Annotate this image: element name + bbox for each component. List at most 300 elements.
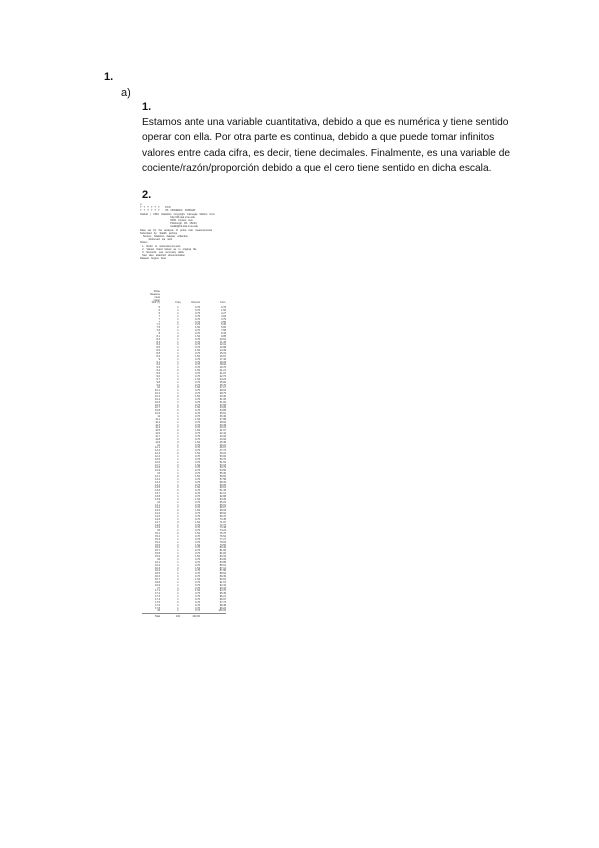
table-cell: 16.6	[155, 575, 160, 579]
table-cell: 0.76	[221, 306, 226, 310]
embedded-line: See also attached documentation	[140, 254, 185, 258]
table-cell: 0.76	[195, 477, 200, 481]
table-cell: 99.24	[219, 606, 226, 610]
table-cell: 0.76	[195, 503, 200, 507]
table-cell: 2	[177, 349, 179, 353]
table-cell: 1	[177, 492, 179, 496]
table-cell: 0.76	[195, 317, 200, 321]
table-cell: 0.76	[195, 603, 200, 607]
table-cell: 56.82	[219, 475, 226, 478]
table-cell: 9.85	[221, 334, 226, 338]
embedded-line: 2. Values listed below as in original file	[140, 247, 197, 251]
table-cell: 1	[177, 383, 179, 387]
table-cell: 69.70	[219, 515, 226, 519]
table-cell: 53.03	[219, 463, 226, 467]
table-cell: 0.76	[195, 517, 200, 521]
table-cell: 77.27	[219, 537, 226, 541]
table-cell: 47.73	[219, 449, 226, 453]
table-cell: 0.76	[195, 323, 200, 327]
table-cell: 1	[177, 403, 179, 407]
table-cell: 0.76	[195, 314, 200, 318]
table-cell: 8.9	[156, 354, 160, 358]
embedded-line: Dataset begins here	[140, 257, 167, 261]
table-cell: 10.6	[155, 403, 160, 407]
table-cell: 15.4	[155, 540, 160, 544]
table-cell: 1.52	[195, 486, 200, 490]
table-cell: 132	[172, 614, 184, 619]
table-cell: 0.76	[195, 434, 200, 438]
table-cell: 1.52	[195, 497, 200, 501]
table-cell: 12.9	[155, 469, 160, 473]
table-cell: 34.85	[219, 409, 226, 413]
table-cell: 0.76	[195, 549, 200, 553]
table-cell: 0.76	[195, 403, 200, 407]
table-cell: 19.70	[219, 366, 226, 370]
table-cell: 1	[177, 586, 179, 590]
table-cell: 17.3	[155, 595, 160, 599]
table-cell: 2	[177, 377, 179, 381]
table-cell: 13.1	[155, 475, 160, 478]
table-cell: 0.76	[195, 392, 200, 396]
embedded-line: statlib@lib.stat.cmu.edu	[140, 225, 198, 229]
table-cell: 25.76	[219, 383, 226, 387]
table-cell: 1.52	[195, 463, 200, 467]
table-cell: 0.76	[195, 383, 200, 387]
table-cell: 24.24	[219, 377, 226, 381]
table-cell: 1	[177, 343, 179, 347]
table-cell: 2	[177, 326, 179, 330]
table-cell: 1	[177, 397, 179, 401]
table-cell: 8.6	[156, 349, 160, 353]
table-cell: 1	[177, 392, 179, 396]
table-cell: 5.30	[221, 323, 226, 327]
table-cell: 15.7	[155, 549, 160, 553]
table-cell	[206, 614, 226, 619]
table-cell: 0.76	[195, 563, 200, 567]
table-cell: 1	[177, 337, 179, 341]
embedded-line: 3. Records: see summary table	[140, 251, 184, 255]
table-cell: 2	[177, 394, 179, 398]
table-cell: 11.8	[155, 437, 160, 441]
table-cell: 1	[177, 414, 179, 418]
table-cell: 0.76	[195, 343, 200, 347]
table-cell: 0.76	[195, 320, 200, 324]
table-cell: 1.52	[195, 566, 200, 570]
table-cell: 1	[177, 469, 179, 473]
table-cell: 1	[177, 432, 179, 436]
table-cell: 40.15	[219, 426, 226, 430]
table-cell: 2.27	[221, 312, 226, 316]
table-cell: 55.30	[219, 472, 226, 476]
table-cell: 1.52	[195, 394, 200, 398]
table-cell: 2	[177, 520, 179, 524]
frequency-table	[142, 291, 226, 619]
table-cell: 2	[177, 475, 179, 478]
table-cell: 96.21	[219, 595, 226, 599]
table-cell: 0.76	[195, 380, 200, 384]
table-cell: 15.8	[155, 552, 160, 556]
table-cell: 1	[177, 523, 179, 527]
table-cell: 0.76	[195, 414, 200, 418]
table-cell: 2	[177, 532, 179, 536]
table-cell: 1	[177, 357, 179, 361]
embedded-line: http://lib.stat.cmu.edu	[140, 215, 195, 219]
table-cell: 0.76	[195, 560, 200, 564]
table-cell: 1	[177, 540, 179, 544]
table-cell: 2	[177, 543, 179, 547]
table-cell: 64.39	[219, 497, 226, 501]
table-cell: 41.67	[219, 429, 226, 433]
table-cell: 62.12	[219, 492, 226, 496]
table-cell: 7	[158, 314, 160, 318]
table-cell: 0.76	[195, 332, 200, 336]
table-cell: 1	[177, 580, 179, 584]
table-cell: 1	[177, 374, 179, 378]
table-cell: 8.33	[221, 332, 226, 336]
table-cell: 1.52	[195, 532, 200, 536]
table-cell: 15.6	[155, 546, 160, 550]
table-cell: 16.8	[155, 580, 160, 584]
table-cell: 54.55	[219, 469, 226, 473]
table-cell: 1	[177, 332, 179, 336]
table-cell: 18.94	[219, 363, 226, 367]
table-cell: 2	[177, 566, 179, 570]
table-cell: 1	[177, 609, 179, 613]
table-cell: 0.76	[195, 480, 200, 484]
table-cell: 84.09	[219, 557, 226, 561]
table-cell: 0.76	[195, 400, 200, 404]
table-cell: 16.4	[155, 569, 160, 573]
table-cell: 16.3	[155, 566, 160, 570]
table-cell: 1.52	[221, 309, 226, 313]
table-cell: 8.8	[156, 352, 160, 356]
table-cell: 0.76	[195, 346, 200, 350]
table-cell: 0.76	[195, 546, 200, 550]
heading-a: a)	[121, 87, 131, 99]
table-cell: 7.5	[156, 326, 160, 330]
table-cell: 10.8	[155, 409, 160, 413]
table-cell: 8.4	[156, 343, 160, 347]
table-cell: 0.76	[195, 529, 200, 533]
table-cell: 0.76	[195, 535, 200, 539]
table-cell: 1.52	[195, 349, 200, 353]
table-cell: 60.61	[219, 486, 226, 490]
table-cell: 11.3	[155, 423, 160, 427]
table-cell: 1	[177, 320, 179, 324]
table-cell: 89.39	[219, 575, 226, 579]
table-cell: 12.1	[155, 446, 160, 450]
table-cell: 1.52	[195, 417, 200, 421]
table-cell: 2	[177, 429, 179, 433]
table-cell: 78.03	[219, 540, 226, 544]
table-cell: 2	[177, 452, 179, 456]
table-cell: 1	[177, 495, 179, 499]
table-cell: 22.73	[219, 374, 226, 378]
table-cell: 16.1	[155, 560, 160, 564]
embedded-header-text	[140, 203, 275, 261]
table-cell: 15.9	[155, 555, 160, 559]
table-cell: 1	[177, 557, 179, 561]
table-cell: 81.82	[219, 552, 226, 556]
table-cell: 13.2	[155, 477, 160, 481]
table-cell: 1	[177, 306, 179, 310]
table-cell: 42.42	[219, 432, 226, 436]
table-cell: 12.7	[155, 463, 160, 467]
table-cell: 1	[177, 363, 179, 367]
table-cell: 1	[177, 480, 179, 484]
table-cell: 43.94	[219, 437, 226, 441]
table-cell: 0.76	[195, 397, 200, 401]
table-cell: 80.30	[219, 546, 226, 550]
table-cell: 28.79	[219, 392, 226, 396]
table-cell: 3.03	[221, 314, 226, 318]
table-cell: 53.79	[219, 466, 226, 470]
table-cell: 30.30	[219, 394, 226, 398]
table-cell: 83.33	[219, 555, 226, 559]
table-cell: 12.3	[155, 452, 160, 456]
table-cell: 98.48	[219, 603, 226, 607]
table-cell: 75.76	[219, 532, 226, 536]
table-cell: 0.76	[195, 466, 200, 470]
table-cell: 15.5	[155, 543, 160, 547]
table-cell: 35.61	[219, 412, 226, 416]
table-cell: 0.76	[195, 446, 200, 450]
table-cell: 68.18	[219, 509, 226, 513]
table-cell: 2	[177, 509, 179, 513]
table-cell: 1	[177, 600, 179, 604]
table-cell: 17.2	[155, 592, 160, 596]
table-cell: 1	[177, 434, 179, 438]
table-cell: 9.2	[156, 363, 160, 367]
table-cell: 0.76	[195, 526, 200, 530]
table-cell: 1	[177, 360, 179, 364]
table-cell: 0.76	[195, 443, 200, 447]
table-cell: 1	[177, 535, 179, 539]
table-cell: 1	[177, 389, 179, 393]
table-cell: 0.76	[195, 329, 200, 333]
table-cell: 16.5	[155, 572, 160, 576]
table-cell: 11.2	[155, 420, 160, 424]
table-cell: 6	[158, 312, 160, 316]
table-cell: 1.52	[195, 406, 200, 410]
table-cell: 18.18	[219, 360, 226, 364]
table-cell: 18	[157, 609, 160, 613]
table-cell: 50.76	[219, 457, 226, 461]
table-cell: 1	[177, 366, 179, 370]
table-cell: 2	[177, 354, 179, 358]
table-cell: 1	[177, 603, 179, 607]
table-cell: 0.76	[195, 552, 200, 556]
table-cell: 17.42	[219, 357, 226, 361]
table-cell: 1	[177, 597, 179, 601]
table-cell: 1	[177, 472, 179, 476]
embedded-line: p	[140, 203, 142, 206]
table-cell: 1	[177, 400, 179, 404]
table-cell: 7.1	[156, 323, 160, 327]
table-cell: 10.3	[155, 394, 160, 398]
table-cell: 1.52	[195, 354, 200, 358]
table-cell: 46.97	[219, 446, 226, 450]
table-cell: 73.48	[219, 526, 226, 530]
table-cell: 10.61	[219, 337, 226, 341]
table-cell: 14.8	[155, 523, 160, 527]
table-cell: 9.5	[156, 372, 160, 376]
table-cell: 15.15	[219, 352, 226, 356]
table-cell: 1	[177, 506, 179, 510]
table-cell: 1	[177, 426, 179, 430]
table-cell: 1.52	[195, 577, 200, 581]
heading-2-sub: 2.	[142, 189, 152, 201]
table-cell: 79.55	[219, 543, 226, 547]
table-cell: 0.76	[195, 374, 200, 378]
table-cell: 12.88	[219, 346, 226, 350]
table-cell: 10.5	[155, 400, 160, 404]
table-cell: 0.76	[195, 432, 200, 436]
table-cell: 13.5	[155, 486, 160, 490]
table-cell: 93.18	[219, 586, 226, 590]
table-cell: 2	[177, 589, 179, 593]
table-cell: 0.76	[195, 426, 200, 430]
table-cell: 14.9	[155, 526, 160, 530]
table-cell: 9.3	[156, 366, 160, 370]
table-cell: 46.21	[219, 443, 226, 447]
table-cell: 0.76	[195, 557, 200, 561]
table-cell: 0.76	[195, 423, 200, 427]
table-cell: 10.2	[155, 392, 160, 396]
table-cell: 92.42	[219, 583, 226, 587]
table-cell: 1	[177, 309, 179, 313]
table-cell: 37.88	[219, 417, 226, 421]
table-cell: 31.82	[219, 400, 226, 404]
table-cell: 45.45	[219, 440, 226, 444]
table-cell: 27.27	[219, 386, 226, 390]
table-cell: 10.7	[155, 406, 160, 410]
table-cell: 1	[177, 483, 179, 487]
table-cell: 0.76	[195, 389, 200, 393]
table-cell: 9.1	[156, 360, 160, 364]
table-cell: 12.5	[155, 457, 160, 461]
table-cell: Pulse Measure ment upper limit (?)	[150, 290, 160, 305]
table-cell: 8.1	[156, 334, 160, 338]
table-cell: 0.76	[195, 583, 200, 587]
table-cell: 14.4	[155, 512, 160, 516]
table-cell: 0.76	[195, 597, 200, 601]
table-cell: 2	[177, 440, 179, 444]
table-cell: 0.76	[195, 592, 200, 596]
table-cell: 10.9	[155, 412, 160, 416]
table-cell: 15.1	[155, 532, 160, 536]
table-cell: 12.6	[155, 460, 160, 464]
table-cell: 13	[157, 472, 160, 476]
answer-paragraph: Estamos ante una variable cuantitativa, debido a que es numérica y tiene sentido operar con ella. Por otra parte es continua, debido a que puede tomar infinitos valores entre cada cifra, es decir, tiene decimales. Finalmente, es una variable de cociente/razón/proporción debido a que el cero tiene sentido en dicha escala.	[142, 117, 511, 174]
table-cell: 12.12	[219, 343, 226, 347]
table-cell: 13.8	[155, 495, 160, 499]
table-cell: 0.76	[195, 489, 200, 493]
table-cell: 2	[177, 497, 179, 501]
table-cell: 0.76	[195, 340, 200, 344]
table-cell: 12.2	[155, 449, 160, 453]
table-cell: 0.76	[195, 454, 200, 458]
table-cell: 13.3	[155, 480, 160, 484]
table-cell: 100.00	[218, 609, 226, 613]
table-cell: 9	[158, 357, 160, 361]
table-cell: 17.6	[155, 603, 160, 607]
table-cell: 8.2	[156, 337, 160, 341]
table-cell: 62.88	[219, 495, 226, 499]
table-cell: 0.76	[195, 437, 200, 441]
table-cell: 0.76	[195, 575, 200, 579]
table-cell: 16.9	[155, 583, 160, 587]
table-cell: 1	[177, 346, 179, 350]
table-cell: 1.52	[195, 377, 200, 381]
table-cell: 25.00	[219, 380, 226, 384]
table-cell: 1	[177, 437, 179, 441]
table-cell: 15	[157, 529, 160, 533]
table-cell: 0.76	[195, 352, 200, 356]
table-cell: 1	[177, 312, 179, 316]
table-cell: 8.5	[156, 346, 160, 350]
table-cell: 7.8	[156, 329, 160, 333]
table-cell: 7	[158, 320, 160, 324]
table-cell: 1	[177, 569, 179, 573]
table-cell: 87.12	[219, 566, 226, 570]
table-cell: 0.76	[195, 372, 200, 376]
table-cell: 32.58	[219, 403, 226, 407]
table-cell: 1.52	[195, 369, 200, 373]
table-cell: 66.67	[219, 506, 226, 510]
table-cell: 91.67	[219, 580, 226, 584]
embedded-line: Pittsburgh PA 15213	[140, 222, 197, 226]
table-cell: 0.76	[195, 492, 200, 496]
table-cell: 8.3	[156, 340, 160, 344]
table-cell: 1	[177, 314, 179, 318]
table-cell: 2	[177, 555, 179, 559]
table-cell: 1	[177, 449, 179, 453]
table-cell: 1	[177, 583, 179, 587]
table-cell: 85.61	[219, 563, 226, 567]
table-cell: 1.52	[195, 334, 200, 338]
table-cell: 0.76	[195, 600, 200, 604]
table-cell: 1	[177, 454, 179, 458]
table-cell: 1	[177, 457, 179, 461]
table-total-row	[142, 614, 226, 619]
table-cell: 1	[177, 466, 179, 470]
table-cell: 1	[177, 606, 179, 610]
table-cell: 1.52	[195, 555, 200, 559]
table-cell: 50.00	[219, 454, 226, 458]
table-cell: 65.15	[219, 500, 226, 504]
table-cell: 21.97	[219, 372, 226, 376]
table-cell: 0.76	[195, 506, 200, 510]
table-cell: 17.5	[155, 600, 160, 604]
table-cell: 10	[157, 386, 160, 390]
table-cell: 1	[177, 352, 179, 356]
embedded-line: Submitted by: Statlib archive	[140, 231, 178, 235]
table-cell: 1	[177, 443, 179, 447]
table-cell: 96.97	[219, 597, 226, 601]
table-cell: 71.97	[219, 520, 226, 524]
table-cell: 1.52	[195, 326, 200, 330]
table-cell: 1	[177, 420, 179, 424]
table-cell: 0.76	[195, 460, 200, 464]
table-cell: 2	[177, 386, 179, 390]
table-cell: 13.9	[155, 497, 160, 501]
table-cell: 16.2	[155, 563, 160, 567]
table-cell: 76.52	[219, 535, 226, 539]
table-cell: 2	[177, 486, 179, 490]
table-cell: 1	[177, 526, 179, 530]
table-cell: 0.76	[195, 306, 200, 310]
